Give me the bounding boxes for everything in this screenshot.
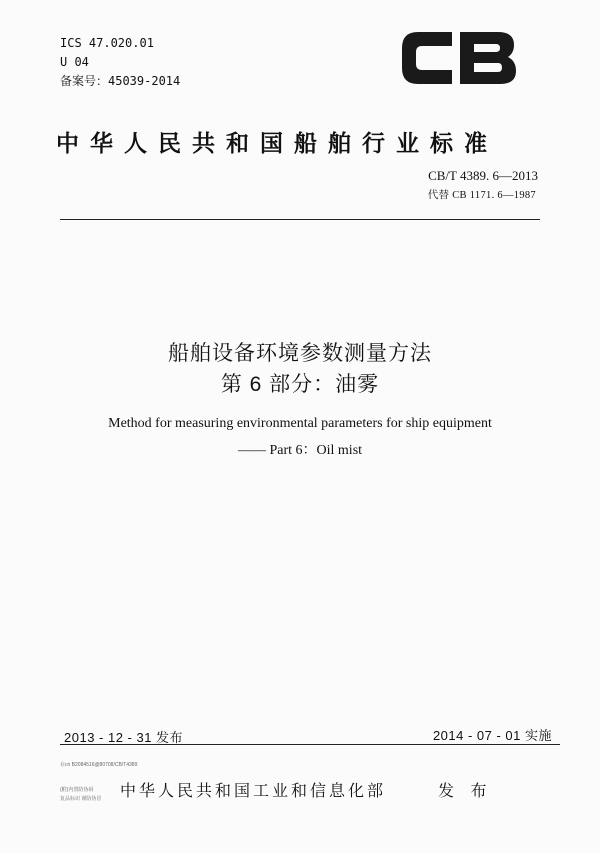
en-title-line2: —— Part 6：Oil mist	[237, 443, 363, 458]
publish-label: 发 布	[438, 783, 493, 800]
ics-number: ICS 47.020.01	[60, 36, 154, 50]
standard-type-title: 中华人民共和国船舶行业标准	[56, 130, 498, 156]
issue-date: 2013 - 12 - 31 发布	[64, 730, 184, 745]
ccs-number: U 04	[60, 55, 89, 69]
footer-divider	[60, 744, 560, 745]
scan-mark: 在cn B2084516@80708/CB/T4389	[60, 762, 138, 768]
filing-number: 备案号：45039-2014	[60, 74, 181, 88]
anti-counterfeit-warning: 复品标识 谨防伪冒	[60, 796, 102, 802]
standard-code: CB/T 4389. 6—2013	[428, 168, 538, 183]
cb-logo	[398, 26, 520, 90]
replaces-code: 代替 CB 1171. 6—1987	[427, 190, 536, 201]
publisher-name: 中华人民共和国工业和信息化部	[120, 783, 387, 800]
anti-counterfeit-note: (附)内置防伪码	[60, 787, 94, 793]
zh-title-line1: 船舶设备环境参数测量方法	[168, 342, 432, 365]
zh-title-line2: 第 6 部分：油雾	[220, 373, 380, 396]
classification-block	[60, 34, 180, 91]
implementation-date: 2014 - 07 - 01 实施	[432, 728, 552, 743]
en-title-line1: Method for measuring environmental parameters for ship equipment	[108, 416, 492, 431]
header-divider	[60, 219, 540, 220]
